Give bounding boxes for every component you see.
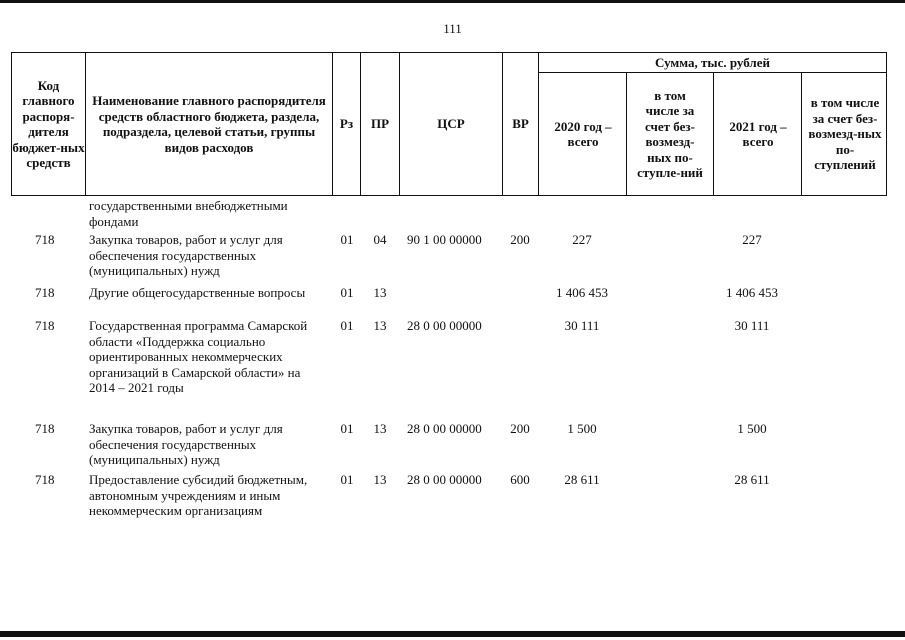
row-rz: 01 — [340, 318, 354, 333]
header-code: Код главного распоря-дителя бюджет-ных средств — [12, 77, 85, 170]
row-name: Предоставление субсидий бюджетным, автономным учреждениям и иным некоммерческим организациям — [89, 472, 308, 518]
row-code: 718 — [35, 285, 55, 300]
header-sum: Сумма, тыс. рублей — [655, 54, 770, 70]
header-csr: ЦСР — [437, 116, 465, 132]
row-2020-total: 30 111 — [564, 318, 600, 333]
row-vr: 200 — [510, 232, 530, 247]
header-vr: ВР — [512, 116, 529, 132]
row-csr: 90 1 00 00000 — [407, 232, 482, 247]
row-pr: 13 — [373, 421, 387, 436]
row-vr: 200 — [510, 421, 530, 436]
row-rz: 01 — [340, 421, 354, 436]
row-2020-total: 227 — [572, 232, 592, 247]
row-2021-total: 1 500 — [737, 421, 767, 436]
row-pr: 13 — [373, 472, 387, 487]
header-2020-total: 2020 год – всего — [554, 118, 612, 149]
row-code: 718 — [35, 232, 55, 247]
page-number: 111 — [443, 21, 462, 36]
header-2020-free: в том числе за счет без-возмезд-ных по-ступле-ний — [637, 87, 703, 180]
row-code: 718 — [35, 421, 55, 436]
row-pr: 13 — [373, 318, 387, 333]
row-pr: 13 — [373, 285, 387, 300]
bottom-border — [0, 631, 905, 637]
row-2020-total: 28 611 — [564, 472, 600, 487]
row-2021-total: 30 111 — [734, 318, 770, 333]
row-2021-total: 28 611 — [734, 472, 770, 487]
row-2021-total: 227 — [742, 232, 762, 247]
header-pr: ПР — [370, 116, 390, 132]
header-2021-total: 2021 год – всего — [729, 118, 787, 149]
row-2020-total: 1 406 453 — [556, 285, 608, 300]
row-2021-total: 1 406 453 — [726, 285, 778, 300]
row-rz: 01 — [340, 285, 354, 300]
row-code: 718 — [35, 472, 55, 487]
row-name: Государственная программа Самарской области «Поддержка социально ориентированных некоммерческих организаций в Самарской области» на 2014 – 2021 годы — [89, 318, 308, 395]
row-2020-total: 1 500 — [567, 421, 597, 436]
row-name: Другие общегосударственные вопросы — [89, 285, 306, 300]
header-name: Наименование главного распорядителя средств областного бюджета, раздела, подраздела, целевой статьи, группы видов расходов — [92, 93, 326, 155]
row-vr: 600 — [510, 472, 530, 487]
row-csr: 28 0 00 00000 — [407, 472, 482, 487]
row-name: Закупка товаров, работ и услуг для обеспечения государственных (муниципальных) нужд — [89, 232, 283, 278]
header-rz: Рз — [339, 116, 354, 132]
row-csr: 28 0 00 00000 — [407, 318, 482, 333]
row-rz: 01 — [340, 472, 354, 487]
row-pr: 04 — [373, 232, 387, 247]
row-code: 718 — [35, 318, 55, 333]
row-name: Закупка товаров, работ и услуг для обеспечения государственных (муниципальных) нужд — [89, 421, 283, 467]
continuation-text: государственными внебюджетными фондами — [89, 198, 288, 229]
header-2021-free: в том числе за счет без-возмезд-ных по-ступлений — [808, 95, 882, 173]
row-rz: 01 — [340, 232, 354, 247]
row-csr: 28 0 00 00000 — [407, 421, 482, 436]
